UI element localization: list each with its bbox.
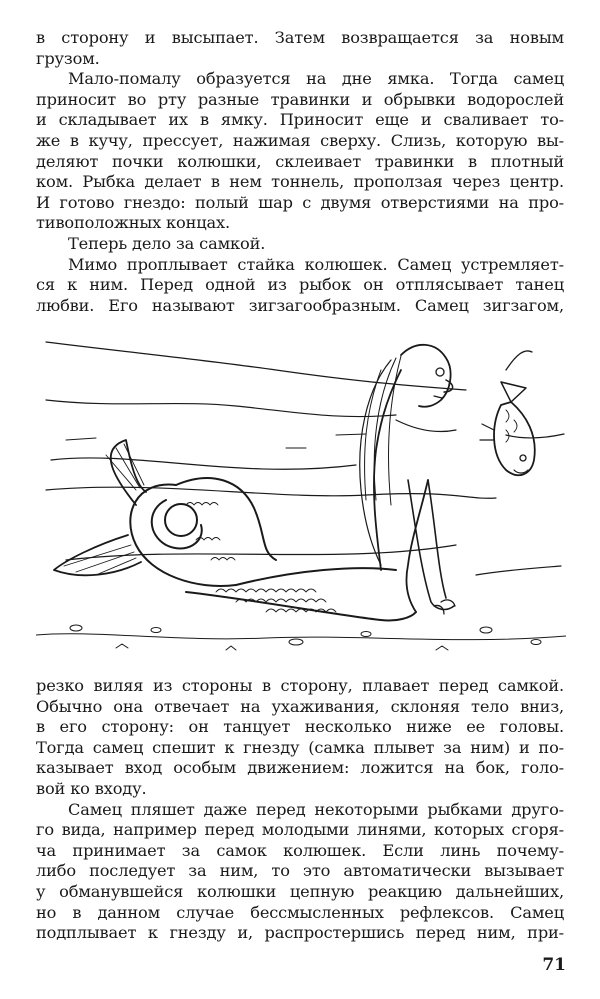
text-line: Самец пляшет даже перед некоторыми рыбками друго-	[68, 799, 564, 819]
mermaid-and-fish-drawing-icon	[36, 330, 566, 660]
paragraph	[36, 676, 564, 800]
text-line: казывает вход особым движением: ложится на бок, голо-	[36, 758, 564, 778]
paragraph	[36, 800, 564, 944]
text-line: в сторону и высыпает. Затем возвращается за новым	[36, 28, 564, 47]
paragraph	[36, 255, 564, 317]
text-line: И готово гнездо: полый шар с двумя отверстиями на про-	[36, 192, 564, 212]
text-line: и складывает их в ямку. Приносит еще и сваливает то-	[36, 110, 564, 130]
text-line: любви. Его называют зигзагообразным. Самец зигзагом,	[36, 295, 564, 315]
text-line: резко виляя из стороны в сторону, плавает перед самкой.	[36, 676, 564, 695]
text-line: ча принимает за самок колюшек. Если линь почему-	[36, 840, 564, 860]
text-line: ком. Рыбка делает в нем тоннель, проползая через центр.	[36, 172, 564, 192]
text-line: но в данном случае бессмысленных рефлексов. Самец	[36, 902, 564, 922]
text-line: грузом.	[36, 48, 100, 68]
text-block-bottom	[36, 676, 564, 944]
text-line: же в кучу, прессует, нажимая сверху. Слизь, которую вы-	[36, 130, 564, 150]
text-line: либо последует за ним, то это автоматически вызывает	[36, 861, 564, 881]
paragraph	[36, 28, 564, 69]
page-number: 71	[542, 955, 566, 975]
text-line: тивоположных концах.	[36, 213, 230, 233]
text-line: приносит во рту разные травинки и обрывки водорослей	[36, 89, 564, 109]
text-line: подплывает к гнезду и, распростершись перед ним, при-	[36, 923, 564, 943]
text-line: Мало-помалу образуется на дне ямка. Тогда самец	[68, 69, 564, 89]
text-line: вой ко входу.	[36, 778, 147, 798]
text-line: Мимо проплывает стайка колюшек. Самец устремляет-	[68, 254, 564, 274]
text-line: ся к ним. Перед одной из рыбок он отплясывает танец	[36, 275, 564, 295]
paragraph	[36, 69, 564, 234]
text-line: Обычно она отвечает на ухаживания, склоняя тело вниз,	[36, 696, 564, 716]
text-block-top	[36, 28, 564, 316]
text-line: Тогда самец спешит к гнезду (самка плывет за ним) и по-	[36, 737, 564, 757]
text-line: в его сторону: он танцует несколько ниже ее головы.	[36, 717, 564, 737]
text-line: деляют почки колюшки, склеивает травинки в плотный	[36, 151, 564, 171]
text-line: го вида, например перед молодыми линями, которых сгоря-	[36, 820, 564, 840]
paragraph	[36, 234, 564, 255]
text-line: у обманувшейся колюшки цепную реакцию дальнейших,	[36, 881, 564, 901]
text-line: Теперь дело за самкой.	[68, 233, 266, 253]
